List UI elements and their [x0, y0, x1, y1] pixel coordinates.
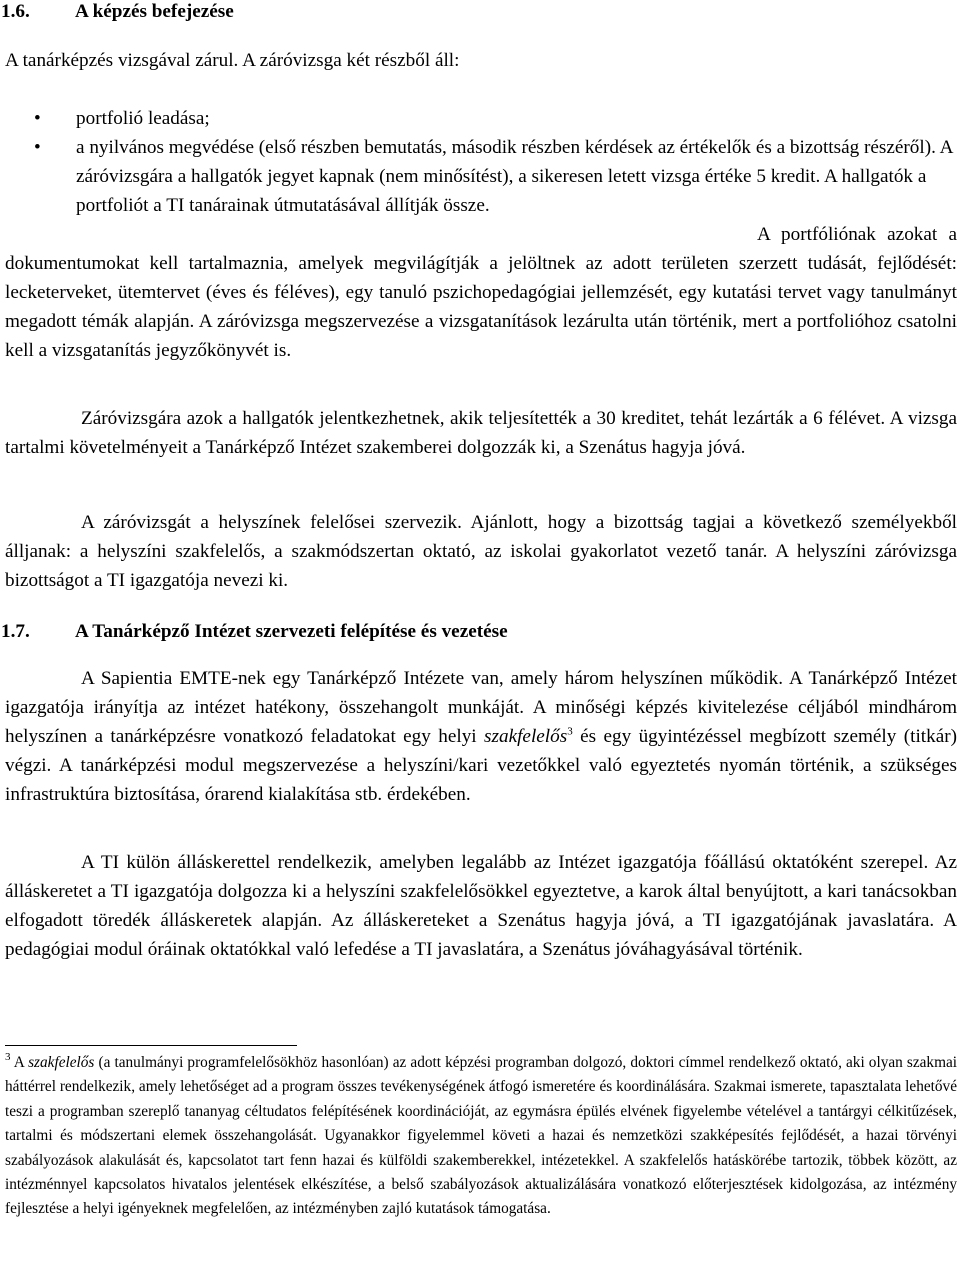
section-heading-1-7 — [0, 617, 958, 646]
portfolio-paragraph — [5, 220, 957, 365]
footnote — [5, 1051, 957, 1222]
bullet-dot-icon: • — [34, 137, 41, 158]
section-heading-1-6 — [0, 0, 958, 26]
bullet-list — [0, 104, 957, 220]
bullet-dot-icon: • — [34, 108, 41, 129]
section-title: A Tanárképző Intézet szervezeti felépítése és vezetése — [75, 621, 508, 642]
paragraph-staffing: A TI külön álláskerettel rendelkezik, amelyben legalább az Intézet igazgatója főállású oktatóként szerepel. Az álláskeretet a TI igazgatója dolgozza ki a helyszíni szakfelelősökkel egyeztetve, a karok által benyújtott, a kari tanácsokban elfogadott töredék álláskeretek alapján. Az álláskereteket a Szenátus hagyja jóvá, a TI igazgatójának javaslatára. A pedagógiai modul óráinak oktatókkal való lefedése a TI javaslatára, a Szenátus jóváhagyásával történik. — [5, 852, 957, 960]
section-number: 1.6. — [1, 1, 30, 22]
footnote-separator — [5, 1045, 297, 1046]
section-number: 1.7. — [1, 621, 30, 642]
paragraph-committee: A záróvizsgát a helyszínek felelősei szervezik. Ajánlott, hogy a bizottság tagjai a következő személyekből álljanak: a helyszíni szakfelelős, a szakmódszertan oktató, az iskolai gyakorlatot vezető tanár. A helyszíni záróvizsga bizottságot a TI igazgatója nevezi ki. — [5, 512, 957, 591]
footnote-mark: 3 — [5, 1051, 11, 1063]
intro-paragraph: A tanárképzés vizsgával zárul. A záróvizsga két részből áll: — [5, 50, 460, 71]
paragraph-text-end: és egy ügyintézéssel megbízott személy (titkár) végzi. A tanárképzési modul megszervezése a helyszíni/kari vezetőkkel való egyeztetés nyomán történik, a szükséges infrastruktúra biztosítása, órarend kialakítása stb. érdekében. — [5, 726, 957, 805]
paragraph-text-start: A Sapientia EMTE-nek egy Tanárképző Intézete van, amely három helyszínen működik. A Tanárképző Intézet igazgatója irányítja az intézet hatékony, összehangolt munkáját. A minőségi képzés kivitelezése céljából mindhárom helyszínen a tanárképzésre vonatkozó feladatokat egy helyi — [5, 668, 957, 747]
section-title: A képzés befejezése — [75, 1, 234, 22]
footnote-text: (a tanulmányi programfelelősökhöz hasonlóan) az adott képzési programban dolgozó, doktori címmel rendelkező oktató, aki olyan szakmai háttérrel rendelkezik, amely lehetőséget ad a program összes tevékenységének átfogó ismeretére és koordinálására. Szakmai ismerete, tapasztalata lehetővé teszi a programban szereplő tananyag céltudatos felépítésének koordinációját, az egymásra épülés elvének figyelembe vételével a tantárgyi célkitűzések, tartalmi és módszertani elemek összehangolását. Ugyanakkor figyelemmel követi a hazai és nemzetközi szakképesítés fejlődését, a hazai törvényi szabályozások alakulását és, kapcsolatot tart fenn hazai és külföldi szakemberekkel, intézetekkel. A szakfelelős hatáskörébe tartozik, többek között, az intézménnyel kapcsolatos hivatalos jelentések elkészítése, a belső szabályozások aktualizálására vonatkozó előterjesztések kidolgozása, az intézmény fejlesztése a helyi igényeknek megfelelően, az intézményben zajló kutatások támogatása. — [5, 1054, 958, 1218]
list-item — [0, 104, 957, 133]
list-item-text: a nyilvános megvédése (első részben bemutatás, második részben kérdések az értékelők és a bizottság részéről). A záróvizsgára a hallgatók jegyet kapnak (nem minősítést), a sikeresen letett vizsga értéke 5 kredit. A hallgatók a portfoliót a TI tanárainak útmutatásával állítják össze. — [76, 137, 953, 216]
footnote-lead: A — [13, 1054, 29, 1071]
paragraph-institute — [5, 664, 957, 809]
footnote-italic-term: szakfelelős — [28, 1054, 95, 1071]
list-item-text: portfolió leadása; — [76, 108, 210, 129]
italic-term: szakfelelős — [484, 726, 568, 747]
list-item — [0, 133, 957, 220]
paragraph-enrolment: Záróvizsgára azok a hallgatók jelentkezhetnek, akik teljesítették a 30 kreditet, tehát lezárták a 6 félévet. A vizsga tartalmi követelményeit a Tanárképző Intézet szakemberei dolgozzák ki, a Szenátus hagyja jóvá. — [5, 408, 957, 458]
portfolio-text: A portfóliónak azokat a dokumentumokat kell tartalmaznia, amelyek megvilágítják a jelöltnek az adott területen szerzett tudását, fejlődését: lecketerveket, ütemtervet (éves és féléves), egy tanuló pszichopedagógiai jellemzését, egy kutatási tervet vagy tanulmányt megadott témák alapján. A záróvizsga megszervezése a vizsgatanítások lezárulta után történik, mert a portfolióhoz csatolni kell a vizsgatanítás jegyzőkönyvét is. — [5, 224, 957, 361]
footnote-reference: 3 — [567, 725, 573, 738]
